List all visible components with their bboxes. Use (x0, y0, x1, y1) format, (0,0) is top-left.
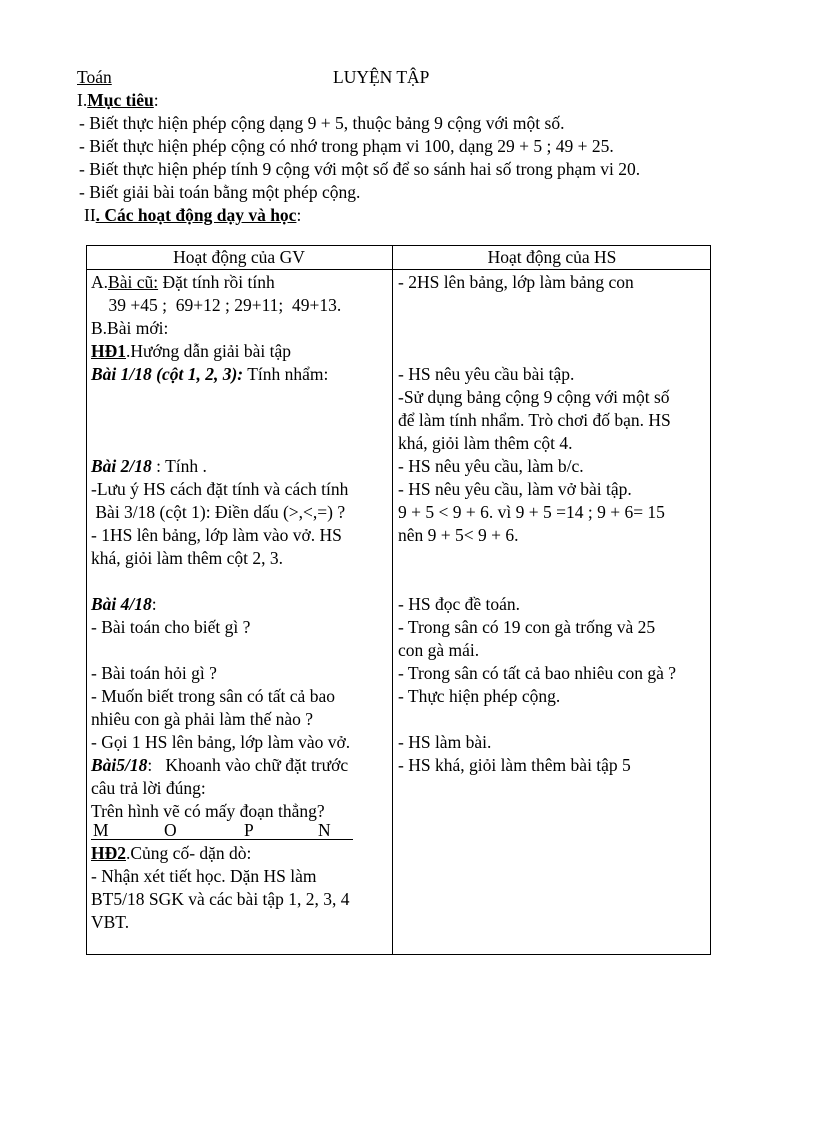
objective-item: - Biết thực hiện phép tính 9 cộng với một số để so sánh hai số trong phạm vi 20. (79, 159, 641, 179)
line-segment-figure (91, 821, 353, 840)
gv-line: nhiêu con gà phải làm thế nào ? (91, 709, 314, 729)
table-header-divider (86, 269, 711, 270)
gv-line: - Nhận xét tiết học. Dặn HS làm (91, 866, 317, 886)
gv-column-end (91, 842, 350, 934)
objectives-heading: I.Mục tiêu: (77, 90, 159, 110)
gv-line: Bài 3/18 (cột 1): Điền dấu (>,<,=) ? (91, 502, 346, 522)
hs-line: khá, giỏi làm thêm cột 4. (398, 433, 573, 453)
objective-item: - Biết thực hiện phép cộng có nhớ trong phạm vi 100, dạng 29 + 5 ; 49 + 25. (79, 136, 614, 156)
gv-line: - Bài toán cho biết gì ? (91, 617, 251, 637)
page-title: LUYỆN TẬP (333, 67, 430, 87)
gv-line: -Lưu ý HS cách đặt tính và cách tính (91, 479, 349, 499)
activities-title: . Các hoạt động dạy và học (95, 205, 297, 225)
gv-line: Bài 4/18: (91, 594, 157, 614)
gv-line: - Bài toán hỏi gì ? (91, 663, 217, 683)
gv-line: Bài5/18: Khoanh vào chữ đặt trước (91, 755, 349, 775)
objectives-title: Mục tiêu (87, 90, 154, 110)
gv-line: HĐ2.Củng cố- dặn dò: (91, 843, 252, 863)
subject-label: Toán (77, 67, 112, 87)
hs-line: nên 9 + 5< 9 + 6. (398, 525, 519, 545)
gv-line: - 1HS lên bảng, lớp làm vào vở. HS (91, 525, 342, 545)
hs-line: - Thực hiện phép cộng. (398, 686, 561, 706)
hs-line: - Trong sân có tất cả bao nhiêu con gà ? (398, 663, 676, 683)
column-header-gv: Hoạt động của GV (173, 247, 305, 267)
hs-line: - HS nêu yêu cầu bài tập. (398, 364, 575, 384)
column-header-hs: Hoạt động của HS (487, 247, 617, 267)
hs-line: - 2HS lên bảng, lớp làm bảng con (398, 272, 634, 292)
gv-line: Bài 2/18 : Tính . (91, 456, 207, 476)
hs-line: -Sử dụng bảng cộng 9 cộng với một số (398, 387, 670, 407)
point-label: O (164, 820, 177, 840)
point-label: M (93, 820, 109, 840)
objective-item: - Biết thực hiện phép cộng dạng 9 + 5, thuộc bảng 9 cộng với một số. (79, 113, 565, 133)
gv-line: - Gọi 1 HS lên bảng, lớp làm vào vở. (91, 732, 351, 752)
objective-item: - Biết giải bài toán bằng một phép cộng. (79, 182, 361, 202)
hs-line: - HS nêu yêu cầu, làm b/c. (398, 456, 584, 476)
hs-line: 9 + 5 < 9 + 6. vì 9 + 5 =14 ; 9 + 6= 15 (398, 502, 665, 522)
hs-line: - HS làm bài. (398, 732, 492, 752)
gv-line: VBT. (91, 912, 130, 932)
hs-line: - HS khá, giỏi làm thêm bài tập 5 (398, 755, 631, 775)
gv-line: A.Bài cũ: Đặt tính rồi tính (91, 272, 275, 292)
gv-line: Bài 1/18 (cột 1, 2, 3): Tính nhẩm: (91, 364, 329, 384)
table-column-divider (392, 245, 393, 955)
gv-line: Trên hình vẽ có mấy đoạn thẳng? (91, 801, 325, 821)
hs-line: để làm tính nhẩm. Trò chơi đố bạn. HS (398, 410, 671, 430)
gv-line: khá, giỏi làm thêm cột 2, 3. (91, 548, 283, 568)
gv-line: BT5/18 SGK và các bài tập 1, 2, 3, 4 (91, 889, 350, 909)
gv-line: 39 +45 ; 69+12 ; 29+11; 49+13. (91, 295, 342, 315)
gv-column (91, 271, 350, 823)
gv-line: HĐ1.Hướng dẫn giải bài tập (91, 341, 292, 361)
gv-line: B.Bài mới: (91, 318, 169, 338)
gv-line: - Muốn biết trong sân có tất cả bao (91, 686, 335, 706)
hs-line: - HS đọc đề toán. (398, 594, 520, 614)
hs-column (398, 271, 676, 777)
activities-heading: II. Các hoạt động dạy và học: (84, 205, 302, 225)
hs-line: - Trong sân có 19 con gà trống và 25 (398, 617, 656, 637)
hs-line: - HS nêu yêu cầu, làm vở bài tập. (398, 479, 632, 499)
point-label: P (244, 820, 254, 840)
gv-line: câu trả lời đúng: (91, 778, 206, 798)
point-label: N (318, 820, 331, 840)
hs-line: con gà mái. (398, 640, 480, 660)
